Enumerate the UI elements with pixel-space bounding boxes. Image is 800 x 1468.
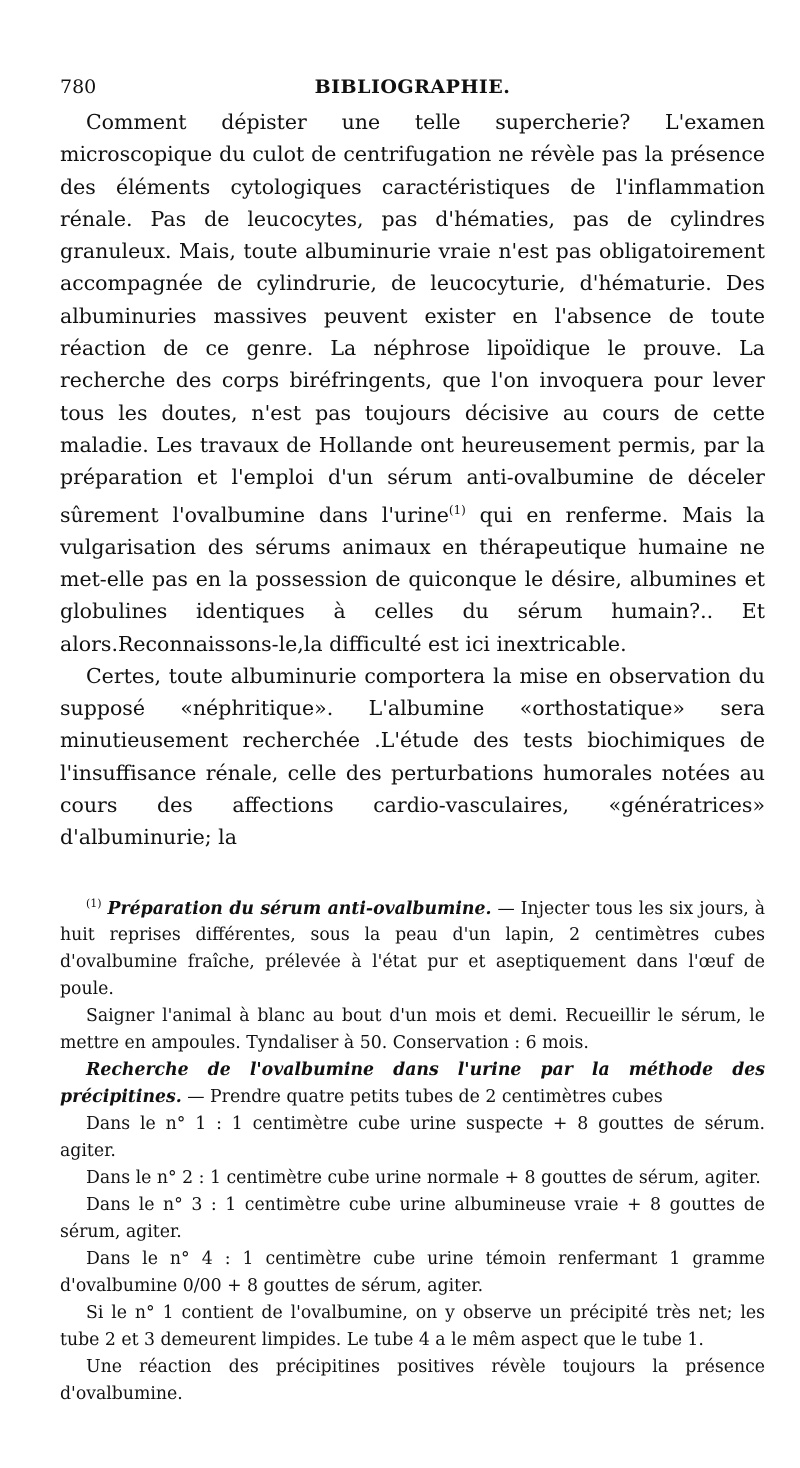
page-number: 780: [60, 76, 97, 98]
footnote-mark: (1): [86, 896, 102, 910]
page: [60, 70, 765, 1408]
paragraph-1-text: Comment dépister une telle supercherie? L'examen microscopique du culot de centrifugation ne révèle pas la présence des éléments cytologiques caractéristiques de l'inflammation rénale. Pas de leucocytes, pas d'hématies, pas de cylindres granuleux. Mais, toute albuminurie vraie n'est pas obligatoirement accompagnée de cylindrurie, de leucocyturie, d'hématurie. Des albuminuries massives peuvent exister en l'absence de toute réaction de ce genre. La néphrose lipoïdique le prouve. La recherche des corps biréfringents, que l'on invoquera pour lever tous les doutes, n'est pas toujours décisive au cours de cette maladie. Les travaux de Hollande ont heureusement permis, par la préparation et l'emploi d'un sérum anti-ovalbumine de déceler sûrement l'ovalbumine dans l'urine: [60, 110, 765, 527]
footnote-result: Si le n° 1 contient de l'ovalbumine, on y observe un précipité très net; les tube 2 et 3 demeurent limpides. Le tube 4 a le mêm aspect que le tube 1.: [60, 1303, 765, 1351]
footnote-title: Préparation du sérum anti-ovalbumine.: [107, 898, 492, 919]
footnote: [60, 890, 765, 1409]
paragraph-1: [60, 106, 765, 660]
page-header: [60, 70, 765, 106]
footnote-tube-1: Dans le n° 1 : 1 centimètre cube urine suspecte + 8 gouttes de sérum. agiter.: [60, 1114, 765, 1162]
footnote-tube-3: Dans le n° 3 : 1 centimètre cube urine albumineuse vraie + 8 gouttes de sérum, agiter.: [60, 1195, 765, 1243]
footnote-method-title: Recherche de l'ovalbumine dans l'urine par la méthode des précipitines.: [60, 1060, 765, 1108]
main-text: [60, 106, 765, 854]
paragraph-2: Certes, toute albuminurie comportera la mise en observation du supposé «néphritique». L'albumine «orthostatique» sera minutieusement recherchée .L'étude des tests biochimiques de l'insuffisance rénale, celle des perturbations humorales notées au cours des affections cardio-vasculaires, «génératrices» d'albuminurie; la: [60, 663, 765, 850]
footnote-text: — Injecter tous les six jours, à huit reprises différentes, sous la peau d'un lapin, 2 centimètres cubes d'ovalbumine fraîche, prélevée à l'état pur et aseptiquement dans l'œuf de poule.: [60, 898, 765, 1000]
paragraph-1-end: qui en renferme. Mais la vulgarisation des sérums animaux en thérapeutique humaine ne met-elle pas en la possession de quiconque le désire, albumines et globulines identiques à celles du sérum humain?.. Et alors.Reconnaissons-le,la difficulté est ici inextricable.: [60, 502, 765, 656]
footnote-paragraph-3: [60, 1057, 765, 1111]
running-title: BIBLIOGRAPHIE.: [314, 76, 511, 98]
footnote-paragraph-2: Saigner l'animal à blanc au bout d'un mois et demi. Recueillir le sérum, le mettre en ampoules. Tyndaliser à 50. Conservation : 6 mois.: [60, 1006, 765, 1054]
footnote-tube-4: Dans le n° 4 : 1 centimètre cube urine témoin renfermant 1 gramme d'ovalbumine 0/00 + 8 gouttes de sérum, agiter.: [60, 1249, 765, 1297]
footnote-paragraph-1: [60, 890, 765, 1004]
footnote-conclusion: Une réaction des précipitines positives révèle toujours la présence d'ovalbumine.: [60, 1357, 765, 1405]
footnote-reference: (1): [448, 502, 466, 517]
footnote-tube-2: Dans le n° 2 : 1 centimètre cube urine normale + 8 gouttes de sérum, agiter.: [86, 1168, 761, 1189]
footnote-method-text: — Prendre quatre petits tubes de 2 centimètres cubes: [181, 1087, 663, 1108]
